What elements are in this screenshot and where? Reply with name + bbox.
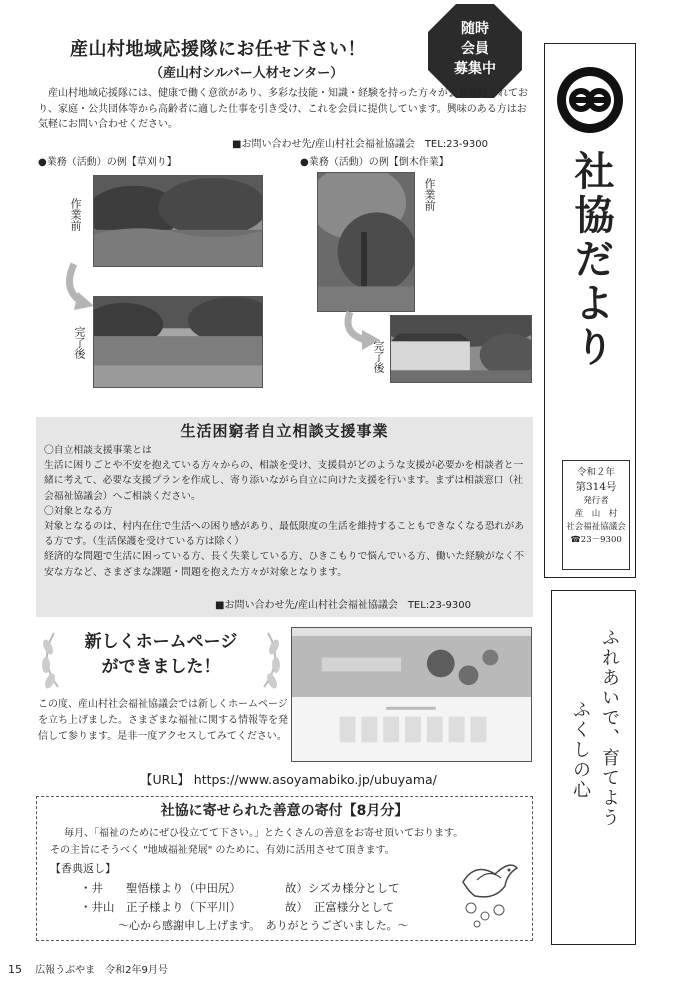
donation-row — [80, 880, 400, 897]
donation-row-name: ・井山 正子様より（下平川） — [80, 900, 241, 914]
support-line-2: 生活に困りごとや不安を抱えている方々からの、相談を受け、支援員がどのような支援が必要かを相談者と一緒に考えて、必要な支援プランを作成し、寄り添いながら自立に向けた支援を行います。まずは相談窓口（社会福祉協議会）へご相談ください。 — [44, 460, 524, 502]
support-body — [44, 443, 528, 580]
footer-text: 広報うぶやま 令和2年9月号 — [35, 965, 168, 976]
homepage-title-line-2: ができました！ — [101, 657, 221, 677]
support-contact: ■お問い合わせ先/産山村社会福祉協議会 TEL:23-9300 — [215, 600, 471, 611]
support-line-5: 経済的な問題で生活に困っている方、長く失業している方、ひきこもりで悩んでいる方、働いた経験がなく不安な方など、さまざまな課題・問題を抱えた方々が対象となります。 — [44, 551, 525, 578]
tree-before-photo — [317, 172, 415, 312]
tree-after-photo — [390, 315, 532, 383]
donation-row — [80, 899, 395, 916]
publisher-phone: ☎23－9300 — [570, 535, 622, 545]
publisher-org: 社会福祉協議会 — [566, 522, 626, 532]
mowing-after-label: 完了後 — [73, 326, 86, 359]
badge-line-2: 会員 — [461, 41, 489, 57]
slogan-line-2: ふくしの心 — [570, 700, 591, 800]
donation-line-1: 毎月、「福祉のためにぜひ役立てて下さい。」とたくさんの善意をお寄せ頂いております。 — [64, 828, 464, 839]
page-number: 15 — [8, 963, 22, 976]
badge-line-1: 随時 — [461, 21, 489, 37]
recruit-subtitle: （産山村シルバー人材センター） — [150, 66, 344, 81]
donation-row-name: ・井 聖悟様より（中田尻） — [80, 881, 241, 895]
support-line-3: 〇対象となる方 — [44, 505, 113, 517]
recruit-contact: ■お問い合わせ先/産山村社会福祉協議会 TEL:23-9300 — [232, 139, 488, 150]
mowing-before-label: 作業前 — [69, 198, 82, 231]
homepage-title-line-1: 新しくホームページ — [84, 632, 238, 652]
issue-number: 第314号 — [575, 481, 617, 493]
donation-row-status: 故） 正富様分として — [285, 900, 395, 914]
donation-heading: 【香典返し】 — [50, 862, 116, 875]
support-line-4: 対象となるのは、村内在住で生活への困り感があり、最低限度の生活を維持することもできなくなる恐れがある方です。（生活保護を受けている方は除く） — [44, 521, 525, 548]
tree-before-label: 作業前 — [423, 178, 436, 211]
donation-title: 社協に寄せられた善意の寄付【8月分】 — [160, 803, 409, 819]
issue-era: 令和２年 — [576, 467, 615, 478]
publisher-place: 産 山 村 — [574, 509, 618, 519]
donation-row-status: 故）シズカ様分として — [285, 881, 400, 895]
tree-after-label: 完了後 — [372, 340, 385, 373]
recruit-body: 産山村地域応援隊には、健康で働く意欲があり、多彩な技能・知識・経験を持った方々が会員登録されており、家庭・公共団体等から高齢者に適した仕事を引き受け、これを会員に提供しています。興味のある方はお気軽にお問い合わせください。 — [38, 88, 528, 130]
dove-flowers-icon — [455, 852, 525, 932]
mowing-before-photo — [93, 175, 263, 267]
example1-caption: ●業務（活動）の例【草刈り】 — [38, 157, 177, 168]
shakyo-logo-icon — [554, 64, 626, 136]
donation-closing: ～心から感謝申し上げます。 ありがとうございました。～ — [118, 919, 409, 932]
support-line-1: 〇自立相談支援事業とは — [44, 445, 152, 456]
publisher-label: 発行者 — [583, 496, 609, 506]
issue-box — [562, 460, 630, 570]
donation-line-2: その主旨にそうべく "地域福祉発展" のために、有効に活用させて頂きます。 — [50, 845, 395, 856]
footer — [8, 962, 168, 979]
example2-caption: ●業務（活動）の例【倒木作業】 — [300, 157, 449, 168]
homepage-url[interactable]: 【URL】 https://www.asoyamabiko.jp/ubuyama/ — [140, 772, 437, 787]
recruit-title: 産山村地域応援隊にお任せ下さい！ — [70, 39, 366, 60]
mowing-after-photo — [93, 296, 263, 388]
support-title: 生活困窮者自立相談支援事業 — [180, 422, 389, 440]
badge-line-3: 募集中 — [454, 61, 496, 77]
homepage-body: この度、産山村社会福祉協議会では新しくホームページを立ち上げました。さまざまな福祉に関する情報等を発信して参ります。是非一度アクセスしてみてください。 — [38, 699, 288, 742]
slogan-line-1: ふれあいで、育てよう — [599, 628, 620, 828]
homepage-screenshot — [291, 627, 532, 762]
masthead-title: 社協だより — [568, 150, 615, 370]
homepage-title — [36, 630, 286, 680]
